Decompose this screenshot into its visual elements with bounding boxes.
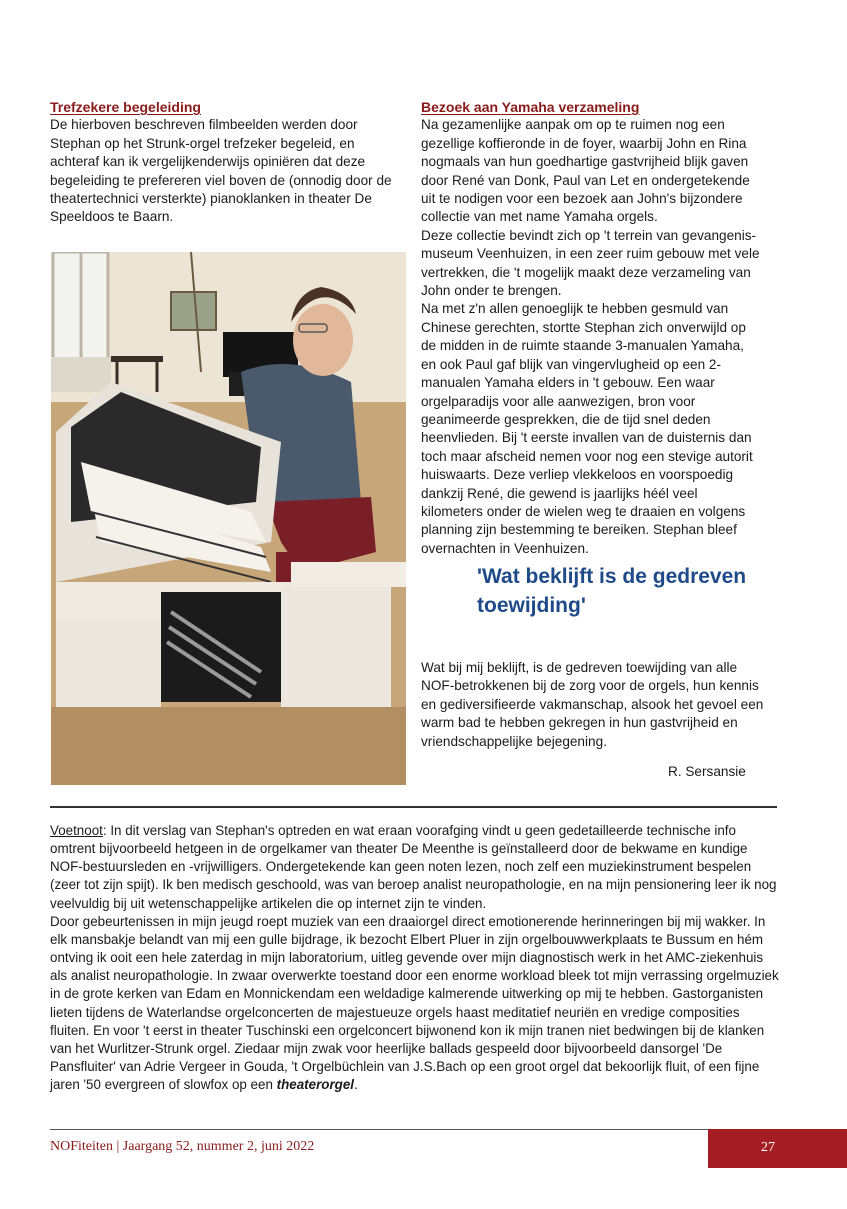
left-article-heading: Trefzekere begeleiding (50, 99, 201, 115)
right-article-paragraph-1: Na gezamenlijke aanpak om op te ruimen nog een gezellige koffieronde in de foyer, waarbij John en Rina nogmaals van hun goedhartige gastvrijheid blijk gaven door René van Donk, Paul van Let en ondergetekende uit te nodigen voor een bezoek aan John's bijzondere collectie van met name Yamaha orgels. (421, 117, 750, 225)
pull-quote: 'Wat beklijft is de gedreven toewijding' (477, 565, 747, 617)
right-article-heading: Bezoek aan Yamaha verzameling (421, 99, 640, 115)
publication-info: NOFiteiten | Jaargang 52, nummer 2, juni 2022 (50, 1139, 315, 1154)
right-article (421, 98, 761, 558)
quote-body: Wat bij mij beklijft, is de gedreven toewijding van alle NOF-betrokkenen bij de zorg voor de orgels, hun kennis en gediversifieerde vakmanschap, alsook het gevoel een warm bad te hebben gekregen in hun gastvrijheid en vriendschappelijke bejegening. (421, 660, 764, 749)
footnote-end: . (354, 1077, 358, 1093)
footnote-label: Voetnoot (50, 823, 103, 838)
footnote-paragraph-1 (50, 822, 780, 913)
footnote-emphasis: theaterorgel (276, 1077, 355, 1093)
footnote-divider (50, 806, 777, 808)
footnote-text-1: : In dit verslag van Stephan's optreden en wat eraan voorafging vindt u geen gedetailleerde technische info omtrent bijvoorbeeld hetgeen in de orgelkamer van theater De Meenthe is geïnstalleerd door de bekwame en kundige NOF-bestuursleden en -vrijwilligers. Ondergetekende kan geen noten lezen, noch zelf een muziekinstrument bespelen (zeer tot zijn spijt). Ik ben medisch geschoold, was van beroep analist neuropathologie, en na mijn pensionering leer ik nog veelvuldig bij uit wetenschappelijke artikelen die op internet zijn te vinden. (50, 823, 777, 911)
footer-rule (50, 1129, 708, 1130)
right-article-paragraph-3: Na met z'n allen genoeglijk te hebben gesmuld van Chinese gerechten, stortte Stephan zich onverwijld op de midden in de ruimte staande 3-manualen Yamaha, en ook Paul gaf blijk van vingervlugheid op een 2-manualen Yamaha elders in 't gebouw. Een waar orgelparadijs voor alle aanwezigen, bron voor geanimeerde gesprekken, die de tijd snel deden heenvlieden. Bij 't eerste invallen van de duisternis dan toch maar afscheid nemen voor nog een stevige autorit huiswaarts. Deze verliep vlekkeloos en voorspoedig dankzij René, die gewend is jaarlijks héél veel kilometers onder de wielen weg te draaien en volgens planning zijn bestemming te bereiken. Stephan bleef overnachten in Veenhuizen. (421, 301, 753, 556)
left-article-body: De hierboven beschreven filmbeelden werden door Stephan op het Strunk-orgel trefzeker begeleid, en achteraf kan ik vergelijkenderwijs opiniëren dat deze begeleiding te prefereren viel boven de (onnodig door de theatertechnici versterkte) pianoklanken in theater De Speeldoos te Baarn. (50, 117, 392, 225)
page-number-box (708, 1129, 847, 1168)
left-article (50, 98, 402, 227)
author-signature: R. Sersansie (668, 764, 746, 779)
footnote-text-2: Door gebeurtenissen in mijn jeugd roept muziek van een draaiorgel direct emotionerende herinneringen bij mij wakker. In elk mansbakje belandt van mij een gulle bijdrage, ik bezocht Elbert Pluer in zijn orgelbouwwerkplaats te Bussum en hém ontving ik ooit een hele zaterdag in mijn laboratorium, uitleg gevende over mijn diagnostisch werk in het AMC-ziekenhuis als analist neuropathologie. In zwaar overwerkte toestand door een enorme workload bleek tot mijn verrassing orgelmuziek in de grote kerken van Edam en Monnickendam een weldadige kalmerende uitwerking op mij te hebben. Gastorganisten lieten tijdens de Waterlandse orgelconcerten de majestueuze orgels haast meditatief neuriën en vredige composities fluiten. En voor 't eerst in theater Tuschinski een orgelconcert bijwonend kon ik mijn tranen niet bedwingen bij de klanken van het Wurlitzer-Strunk orgel. Ziedaar mijn zwak voor heerlijke ballads gespeeld door bijvoorbeeld dansorgel 'De Pansfluiter' van Adrie Vergeer in Gouda, 't Orgelbüchlein van J.S.Bach op een groot orgel dat bekoorlijk fluit, of een fijne jaren '50 evergreen of slowfox op een (50, 913, 779, 1093)
footnote (50, 822, 780, 1094)
organ-photo (51, 252, 406, 785)
footnote-paragraph-2 (50, 913, 780, 1095)
right-article-paragraph-2: Deze collectie bevindt zich op 't terrein van gevangenis-museum Veenhuizen, in een zeer ruim gebouw met vele vertrekken, die 't mogelijk maakt deze verzameling van John onder te brengen. (421, 227, 760, 299)
page-number: 27 (761, 1140, 775, 1155)
